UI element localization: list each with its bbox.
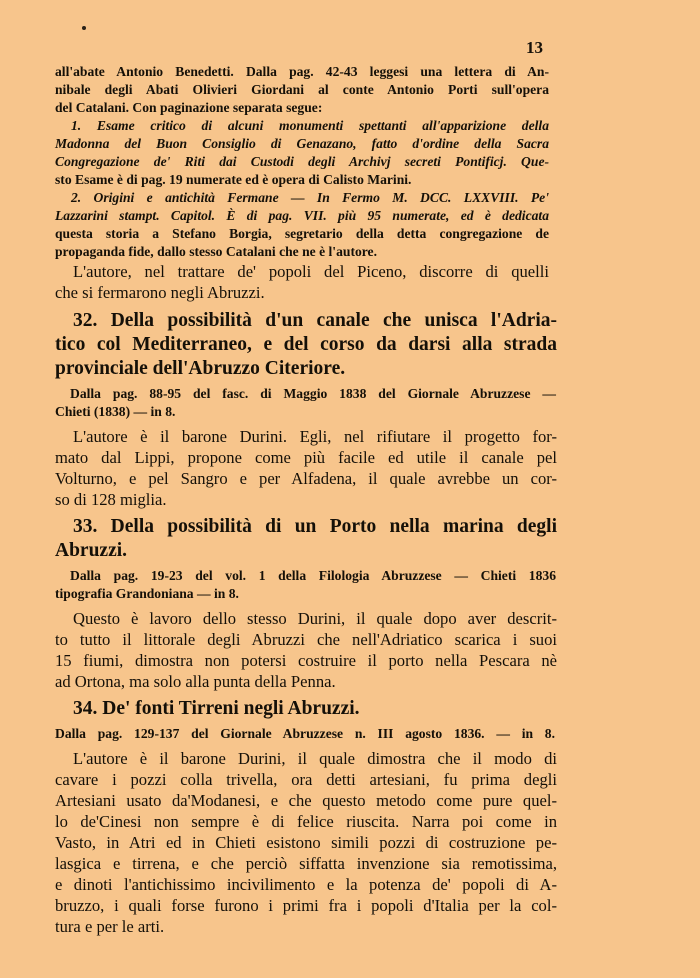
text-line: ad Ortona, ma solo alla punta della Penna. [55,672,336,691]
text-line: lasgica e tirrena, e che perciò siffatta invenzione sia remotissima, [55,854,557,873]
text-line: Vasto, in Atri ed in Chieti esistono simili pozzi di costruzione pe- [55,833,557,852]
text-line: Lazzarini stampt. Capitol. È di pag. VII. più 95 numerate, ed è dedicata [55,208,549,223]
text-line: cavare i pozzi colla trivella, ora detti artesiani, fu prima degli [55,770,557,789]
text-line: so di 128 miglia. [55,490,167,509]
text-line: Chieti (1838) — in 8. [55,404,176,419]
text-line: questa storia a Stefano Borgia, segretario della detta congregazione de [55,226,549,241]
text-line: to tutto il littorale degli Abruzzi che nell'Adriatico scarica i suoi [55,630,557,649]
text-line: L'autore è il barone Durini, il quale dimostra che il modo di [73,749,557,768]
text-line: all'abate Antonio Benedetti. Dalla pag. 42-43 leggesi una lettera di An- [55,64,549,79]
text-line: 1. Esame critico di alcuni monumenti spettanti all'apparizione della [71,118,549,133]
ink-speck [82,26,86,30]
text-line: Dalla pag. 19-23 del vol. 1 della Filologia Abruzzese — Chieti 1836 [70,568,556,583]
text-line: provinciale dell'Abruzzo Citeriore. [55,358,346,379]
text-line: 2. Origini e antichità Fermane — In Fermo M. DCC. LXXVIII. Pe' [71,190,549,205]
text-line: Volturno, e pel Sangro e per Alfadena, il quale avrebbe un cor- [55,469,557,488]
page-number: 13 [526,38,543,57]
text-line: tipografia Grandoniana — in 8. [55,586,239,601]
text-line: lo de'Cinesi non sempre è di felice riuscita. Narra poi come in [55,812,557,831]
text-line: 15 fiumi, dimostra non potersi costruire il porto nella Pescara nè [55,651,557,670]
text-line: Dalla pag. 129-137 del Giornale Abruzzese n. III agosto 1836. — in 8. [55,726,555,741]
text-line: Dalla pag. 88-95 del fasc. di Maggio 1838 del Giornale Abruzzese — [70,386,556,401]
text-line: mato dal Lippi, propone come più facile ed utile il canale pel [55,448,557,467]
text-line: nibale degli Abati Olivieri Giordani al conte Antonio Porti sull'opera [55,82,549,97]
text-line: sto Esame è di pag. 19 numerate ed è opera di Calisto Marini. [55,172,412,187]
text-line: e dinoti l'antichissimo incivilimento e la potenza de' popoli di A- [55,875,557,894]
text-line: Artesiani usato da'Modanesi, e che questo metodo come pure quel- [55,791,557,810]
text-line: Madonna del Buon Consiglio di Genazano, fatto d'ordine della Sacra [55,136,549,151]
text-line: L'autore è il barone Durini. Egli, nel rifiutare il progetto for- [73,427,557,446]
text-line: che si fermarono negli Abruzzi. [55,283,265,302]
text-line: propaganda fide, dallo stesso Catalani che ne è l'autore. [55,244,377,259]
text-line: tico col Mediterraneo, e del corso da darsi alla strada [55,334,557,355]
text-line: bruzzo, i quali forse furono i primi fra i popoli d'Italia per la col- [55,896,557,915]
text-line: tura e per le arti. [55,917,165,936]
text-line: 33. Della possibilità di un Porto nella marina degli [73,516,557,537]
text-line: Questo è lavoro dello stesso Durini, il quale dopo aver descrit- [73,609,557,628]
text-line: Abruzzi. [55,540,128,561]
text-line: del Catalani. Con paginazione separata segue: [55,100,323,115]
text-line: 32. Della possibilità d'un canale che unisca l'Adria- [73,310,557,331]
text-line: Congregazione de' Riti dai Custodi degli Archivj secreti Pontificj. Que- [55,154,549,169]
text-line: L'autore, nel trattare de' popoli del Piceno, discorre di quelli [73,262,549,281]
text-line: 34. De' fonti Tirreni negli Abruzzi. [73,698,360,719]
